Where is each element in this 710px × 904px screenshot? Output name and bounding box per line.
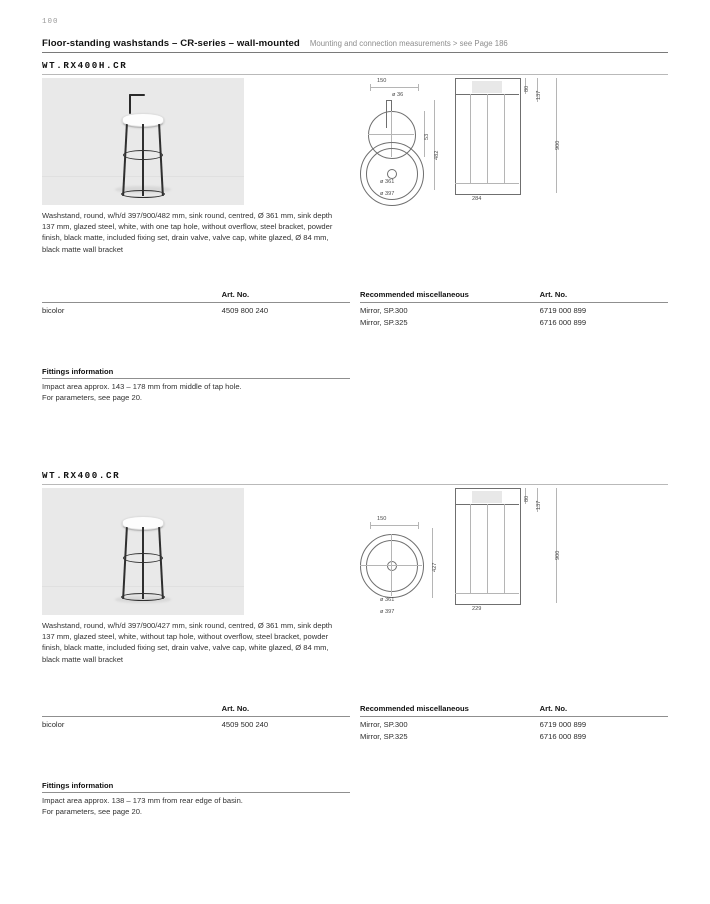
dim-tick-left-2 [370, 522, 371, 529]
plan-drain-1 [387, 169, 397, 179]
header-divider [42, 52, 668, 53]
table-header-col1 [42, 290, 222, 299]
plan-centerline-v-2 [391, 534, 392, 596]
dim-bowl-inner-1: ø 361 [380, 179, 395, 185]
tap-stem-1 [129, 94, 131, 114]
fittings-body-1 [42, 381, 242, 403]
table-cell-name: Mirror, SP.325 [360, 318, 408, 327]
fittings-line-2: For parameters, see page 20. [42, 807, 143, 817]
dim-bowl-outer-2: ø 397 [380, 609, 395, 615]
dim-bowl-inner-2: ø 361 [380, 597, 395, 603]
dim-height-total-1: 482 [434, 150, 440, 160]
leg-left-1 [122, 124, 127, 196]
dim-tap-dia-1: ø 36 [392, 92, 404, 98]
table-row [360, 729, 668, 741]
table-header-row [42, 704, 350, 716]
product-1-table-right [360, 290, 668, 327]
page-number: 100 [42, 18, 59, 26]
table-row [360, 315, 668, 327]
product-photo-1 [42, 78, 244, 205]
dim-bowl-outer-1: ø 397 [380, 191, 395, 197]
dim-side-height-2: 900 [555, 550, 561, 560]
table-header-col1: Recommended miscellaneous [360, 290, 469, 299]
elevation-leg-center-2 [487, 504, 488, 593]
product-1-table-left [42, 290, 350, 315]
table-header-col1 [42, 704, 222, 713]
table-header-row [360, 290, 668, 302]
table-cell-name: bicolor [42, 306, 65, 315]
dim-side-small-2: 137 [536, 90, 542, 100]
leg-center-2 [142, 527, 144, 599]
dim-line-height-side-2 [556, 488, 557, 603]
leg-center-1 [142, 124, 144, 196]
table-row [360, 717, 668, 729]
table-cell-artno: 4509 800 240 [221, 306, 269, 315]
elevation-leg-left-2 [470, 504, 471, 593]
technical-drawing-2 [360, 488, 660, 618]
elevation-outline-1 [455, 78, 521, 195]
dim-side-small-1-2: 80 [524, 495, 530, 502]
elevation-bowl-fill-1 [472, 81, 502, 93]
table-cell-artno: 6719 000 899 [539, 720, 587, 729]
dim-side-height-1: 900 [555, 140, 561, 150]
page-subtitle: Mounting and connection measurements > see Page 186 [309, 39, 508, 48]
page-title: Floor-standing washstands – CR-series – wall-mounted [42, 38, 300, 49]
dim-tick-left-1 [370, 84, 371, 91]
dim-side-small-2-2: 137 [536, 500, 542, 510]
tap-spout-1 [129, 94, 145, 96]
elevation-leg-right-2 [504, 504, 505, 593]
table-cell-artno: 6716 000 899 [539, 732, 587, 741]
leg-base-ring-2 [121, 593, 165, 601]
leg-right-1 [158, 124, 163, 196]
leg-base-ring-1 [121, 190, 165, 198]
product-1-divider [42, 74, 668, 75]
fittings-line-2: For parameters, see page 20. [42, 393, 143, 403]
product-2-table-left [42, 704, 350, 729]
dim-tick-right-1 [418, 84, 419, 91]
product-2-table-right [360, 704, 668, 741]
elevation-leg-left-1 [470, 94, 471, 183]
dim-top-width-2: 150 [377, 516, 387, 522]
washstand-illustration-1 [108, 94, 178, 199]
table-header-col2: Art. No. [539, 704, 568, 713]
leg-ring-1 [123, 150, 163, 160]
table-cell-artno: 6719 000 899 [539, 306, 587, 315]
table-header-col1: Recommended miscellaneous [360, 704, 469, 713]
product-code-2: WT.RX400.CR [42, 470, 121, 481]
table-cell-name: Mirror, SP.325 [360, 732, 408, 741]
fittings-line-1: Impact area approx. 138 – 173 mm from rear edge of basin. [42, 796, 243, 805]
table-header-col2: Art. No. [221, 290, 250, 299]
fittings-title-2: Fittings information [42, 781, 114, 790]
elevation-base-line-2 [455, 593, 519, 594]
table-row [42, 303, 350, 315]
elevation-base-line-1 [455, 183, 519, 184]
dim-line-top-2 [370, 525, 418, 526]
fittings-divider-1 [42, 378, 350, 379]
dim-sink-depth-1: 53 [424, 133, 430, 140]
dim-top-width-1: 150 [377, 78, 387, 84]
leg-right-2 [158, 527, 163, 599]
elevation-leg-center-1 [487, 94, 488, 183]
table-cell-artno: 4509 500 240 [221, 720, 269, 729]
product-photo-2 [42, 488, 244, 615]
dim-line-height-side-1 [556, 78, 557, 193]
product-description-2: Washstand, round, w/h/d 397/900/427 mm, sink round, centred, Ø 361 mm, sink depth 137 mm, glazed steel, white, without tap hole, without overflow, steel bracket, powder finish, black matte, included fixing set, drain valve, valve cap, white glazed, Ø 84 mm, black matte wall bracket [42, 621, 333, 664]
table-header-row [42, 290, 350, 302]
table-cell-name: Mirror, SP.300 [360, 306, 408, 315]
fittings-divider-2 [42, 792, 350, 793]
product-code-1: WT.RX400H.CR [42, 60, 128, 71]
table-cell-artno: 6716 000 899 [539, 318, 587, 327]
table-header-col2: Art. No. [221, 704, 250, 713]
fittings-title-1: Fittings information [42, 367, 114, 376]
technical-drawing-1 [360, 78, 660, 208]
product-2-divider [42, 484, 668, 485]
tap-line-top-1 [386, 100, 392, 101]
dim-line-top-1 [370, 87, 418, 88]
plan-drain-2 [387, 561, 397, 571]
washstand-illustration-2 [108, 510, 178, 609]
table-header-col2: Art. No. [539, 290, 568, 299]
elevation-bowl-fill-2 [472, 491, 502, 503]
dim-side-base-2: 229 [472, 606, 482, 612]
page-header [42, 38, 668, 49]
leg-left-2 [122, 527, 127, 599]
fittings-line-1: Impact area approx. 143 – 178 mm from middle of tap hole. [42, 382, 242, 391]
dim-side-small-1: 80 [524, 85, 530, 92]
elevation-outline-2 [455, 488, 521, 605]
dim-line-height-1 [434, 100, 435, 190]
product-description-1: Washstand, round, w/h/d 397/900/482 mm, sink round, centred, Ø 361 mm, sink depth 137 mm, glazed steel, white, with one tap hole, without overflow, steel bracket, powder finish, black matte, included fixing set, drain valve, valve cap, white glazed, Ø 84 mm, black matte wall bracket [42, 211, 333, 254]
table-row [360, 303, 668, 315]
table-cell-name: bicolor [42, 720, 65, 729]
elevation-leg-right-1 [504, 94, 505, 183]
table-header-row [360, 704, 668, 716]
table-row [42, 717, 350, 729]
table-cell-name: Mirror, SP.300 [360, 720, 408, 729]
dim-side-base-1: 284 [472, 196, 482, 202]
leg-ring-2 [123, 553, 163, 563]
dim-height-total-2: 427 [432, 562, 438, 572]
dim-tick-right-2 [418, 522, 419, 529]
fittings-body-2 [42, 795, 243, 817]
